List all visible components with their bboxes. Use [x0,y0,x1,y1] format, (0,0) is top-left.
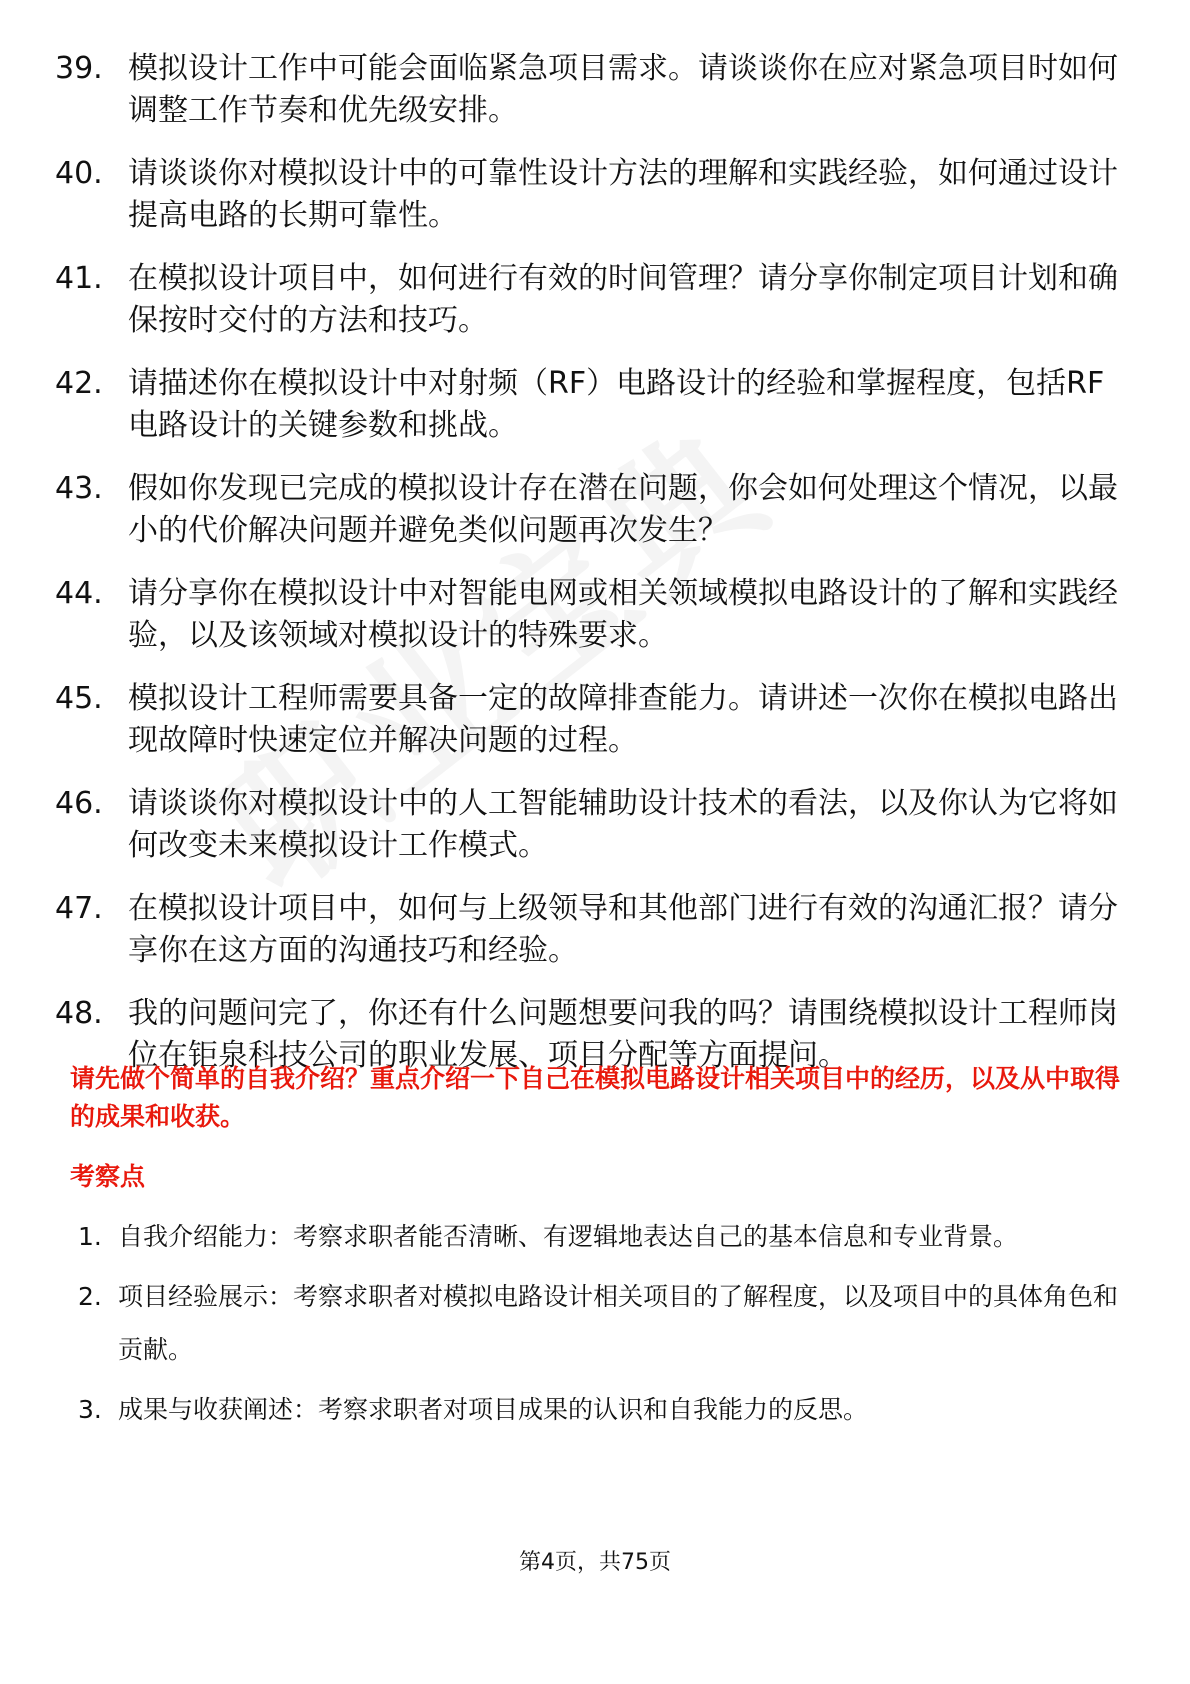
section-heading: 考察点 [70,1162,146,1191]
list-item [55,258,1125,342]
question-number: 43. [55,471,103,506]
question-number: 39. [55,51,103,86]
list-item [78,1270,1128,1376]
assessment-point-list [78,1210,1128,1443]
question-number: 44. [55,576,103,611]
question-text: 我的问题问完了，你还有什么问题想要问我的吗？请围绕模拟设计工程师岗位在钜泉科技公司的职业发展、项目分配等方面提问。 [128,996,1118,1073]
question-number: 40. [55,156,103,191]
list-item [55,153,1125,237]
question-text: 假如你发现已完成的模拟设计存在潜在问题，你会如何处理这个情况，以最小的代价解决问题并避免类似问题再次发生？ [128,471,1118,548]
list-item [55,888,1125,972]
point-text: 成果与收获阐述：考察求职者对项目成果的认识和自我能力的反思。 [118,1395,869,1424]
question-number: 46. [55,786,103,821]
question-text: 请分享你在模拟设计中对智能电网或相关领域模拟电路设计的了解和实践经验，以及该领域对模拟设计的特殊要求。 [128,576,1118,653]
question-text: 在模拟设计项目中，如何与上级领导和其他部门进行有效的沟通汇报？请分享你在这方面的沟通技巧和经验。 [128,891,1118,968]
list-item [55,48,1125,132]
point-text: 项目经验展示：考察求职者对模拟电路设计相关项目的了解程度，以及项目中的具体角色和贡献。 [118,1282,1119,1364]
question-list [55,48,1125,1098]
question-text: 模拟设计工程师需要具备一定的故障排查能力。请讲述一次你在模拟电路出现故障时快速定位并解决问题的过程。 [128,681,1118,758]
list-item [55,573,1125,657]
list-item [78,1210,1128,1263]
list-item [55,678,1125,762]
question-number: 41. [55,261,103,296]
question-number: 45. [55,681,103,716]
point-number: 2. [78,1282,102,1311]
list-item [55,468,1125,552]
list-item [55,363,1125,447]
question-text: 在模拟设计项目中，如何进行有效的时间管理？请分享你制定项目计划和确保按时交付的方法和技巧。 [128,261,1118,338]
question-text: 请谈谈你对模拟设计中的人工智能辅助设计技术的看法，以及你认为它将如何改变未来模拟设计工作模式。 [128,786,1118,863]
question-number: 42. [55,366,103,401]
question-text: 请描述你在模拟设计中对射频（RF）电路设计的经验和掌握程度，包括RF电路设计的关键参数和挑战。 [128,366,1105,443]
question-number: 48. [55,996,103,1031]
point-text: 自我介绍能力：考察求职者能否清晰、有逻辑地表达自己的基本信息和专业背景。 [118,1222,1019,1251]
page-footer: 第4页，共75页 [519,1550,671,1575]
list-item [55,783,1125,867]
question-text: 模拟设计工作中可能会面临紧急项目需求。请谈谈你在应对紧急项目时如何调整工作节奏和优先级安排。 [128,51,1118,128]
highlighted-question: 请先做个简单的自我介绍？重点介绍一下自己在模拟电路设计相关项目中的经历，以及从中取得的成果和收获。 [70,1064,1121,1131]
point-number: 1. [78,1222,102,1251]
point-number: 3. [78,1395,102,1424]
list-item [78,1383,1128,1436]
question-text: 请谈谈你对模拟设计中的可靠性设计方法的理解和实践经验，如何通过设计提高电路的长期可靠性。 [128,156,1118,233]
question-number: 47. [55,891,103,926]
